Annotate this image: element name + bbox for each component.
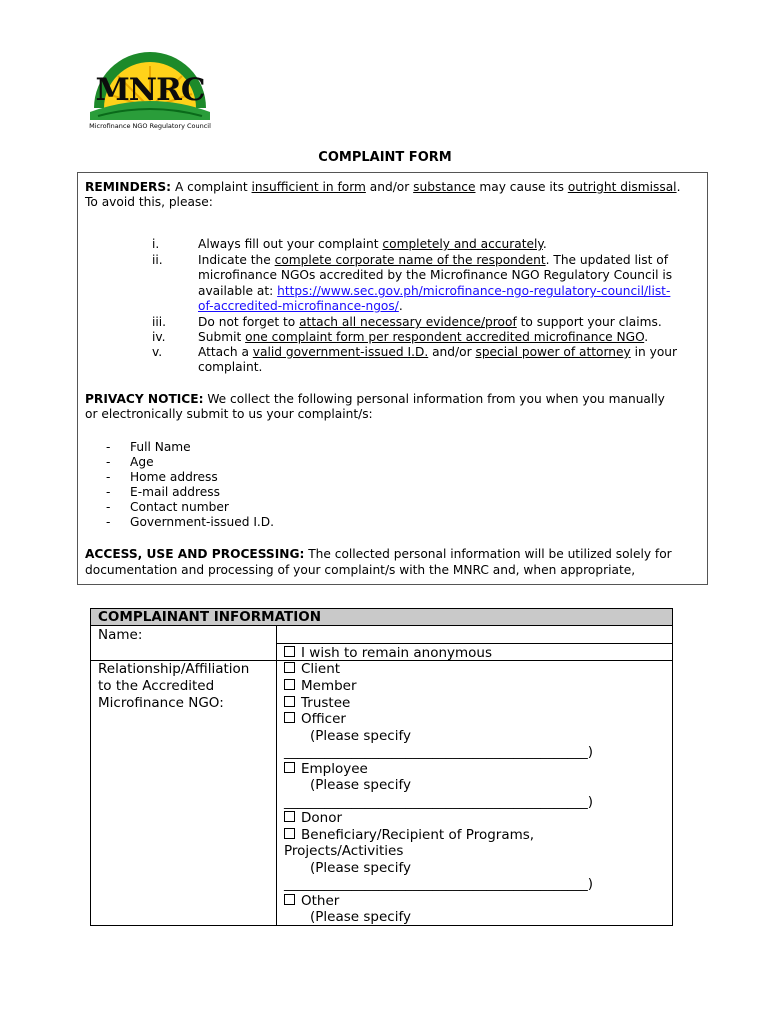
privacy-heading: PRIVACY NOTICE: xyxy=(85,392,204,406)
bullet-dash: - xyxy=(106,440,111,454)
list-item xyxy=(198,345,677,360)
option-beneficiary-line2: Projects/Activities xyxy=(284,843,404,859)
reminders-box xyxy=(77,172,708,585)
relationship-label-line2: to the Accredited xyxy=(98,678,215,694)
text: in your xyxy=(630,345,678,359)
list-item: Contact number xyxy=(130,500,229,514)
option-client[interactable] xyxy=(284,661,340,678)
text: outright dismissal xyxy=(567,180,677,194)
name-label: Name: xyxy=(98,627,143,643)
text: . xyxy=(542,237,547,251)
text: A complaint xyxy=(174,180,252,194)
list-item xyxy=(198,315,662,330)
list-item xyxy=(198,253,668,268)
checkbox-icon[interactable] xyxy=(284,811,295,822)
reminders-intro xyxy=(85,180,705,195)
text: Indicate the xyxy=(198,253,275,267)
access-heading: ACCESS, USE AND PROCESSING: xyxy=(85,547,305,561)
sec-list-link-cont[interactable]: of-accredited-microfinance-ngos/ xyxy=(198,299,399,313)
text: We collect the following personal information from you when you manually xyxy=(203,392,665,406)
text: Officer xyxy=(301,711,346,727)
name-field[interactable] xyxy=(277,627,672,643)
list-item: Government-issued I.D. xyxy=(130,515,275,529)
relationship-label-line3: Microfinance NGO: xyxy=(98,695,224,711)
text: . xyxy=(644,330,649,344)
checkbox-icon[interactable] xyxy=(284,696,295,707)
text: one complaint form per respondent accredited microfinance NGO xyxy=(245,330,645,344)
text: Always fill out your complaint xyxy=(198,237,383,251)
text: I wish to remain anonymous xyxy=(301,645,493,661)
text: . The updated list of xyxy=(545,253,668,267)
option-member[interactable] xyxy=(284,678,357,695)
mnrc-logo xyxy=(88,46,212,132)
option-trustee[interactable] xyxy=(284,695,350,712)
text: available at: xyxy=(198,284,278,298)
text: Member xyxy=(301,678,357,694)
list-number: v. xyxy=(152,345,163,359)
text: Employee xyxy=(301,761,368,777)
complainant-info-table xyxy=(90,608,673,926)
option-other[interactable] xyxy=(284,893,339,910)
specify-blank[interactable]: _____________________________________________) xyxy=(284,794,594,810)
list-number: i. xyxy=(152,237,160,251)
list-item-line xyxy=(198,299,403,314)
reminders-intro-line2: To avoid this, please: xyxy=(85,195,213,209)
text: and/or xyxy=(428,345,476,359)
reminders-heading: REMINDERS: xyxy=(85,180,172,194)
list-number: iv. xyxy=(152,330,166,344)
anonymous-checkbox[interactable] xyxy=(284,645,492,662)
text: special power of attorney xyxy=(475,345,631,359)
text: valid government-issued I.D. xyxy=(252,345,429,359)
text: complete corporate name of the respondent xyxy=(274,253,546,267)
text: . xyxy=(398,299,403,313)
text: attach all necessary evidence/proof xyxy=(299,315,517,329)
text: Donor xyxy=(301,810,343,826)
privacy-notice xyxy=(85,392,665,407)
text: insufficient in form xyxy=(251,180,366,194)
relationship-label: Relationship/Affiliation xyxy=(98,661,250,677)
sec-list-link[interactable]: https://www.sec.gov.ph/microfinance-ngo-regulatory-council/list- xyxy=(277,284,671,298)
specify-label: (Please specify xyxy=(310,728,411,744)
checkbox-icon[interactable] xyxy=(284,894,295,905)
bullet-dash: - xyxy=(106,470,111,484)
list-item: Home address xyxy=(130,470,218,484)
text: Client xyxy=(301,661,341,677)
logo-name: MNRC xyxy=(95,72,205,108)
bullet-dash: - xyxy=(106,455,111,469)
bullet-dash: - xyxy=(106,500,111,514)
list-item: E-mail address xyxy=(130,485,220,499)
logo-tagline: Microfinance NGO Regulatory Council xyxy=(89,122,211,130)
list-number: iii. xyxy=(152,315,167,329)
text: The collected personal information will be utilized solely for xyxy=(304,547,672,561)
text: to support your claims. xyxy=(516,315,662,329)
row-divider xyxy=(276,643,672,644)
privacy-notice-line2: or electronically submit to us your complaint/s: xyxy=(85,407,373,421)
text: Attach a xyxy=(198,345,253,359)
specify-label: (Please specify xyxy=(310,777,411,793)
option-donor[interactable] xyxy=(284,810,342,827)
text: Submit xyxy=(198,330,246,344)
access-notice-line2: documentation and processing of your complaint/s with the MNRC and, when appropriate, xyxy=(85,563,636,577)
specify-label: (Please specify xyxy=(310,860,411,876)
list-item-line xyxy=(198,284,670,299)
page-title: COMPLAINT FORM xyxy=(318,150,452,165)
text: may cause its xyxy=(475,180,568,194)
column-divider xyxy=(276,626,277,925)
list-item-line: microfinance NGOs accredited by the Microfinance NGO Regulatory Council is xyxy=(198,268,673,282)
checkbox-icon[interactable] xyxy=(284,828,295,839)
list-number: ii. xyxy=(152,253,163,267)
option-officer[interactable] xyxy=(284,711,346,728)
checkbox-icon[interactable] xyxy=(284,712,295,723)
checkbox-icon[interactable] xyxy=(284,679,295,690)
text: Beneficiary/Recipient of Programs, xyxy=(301,827,535,843)
specify-blank[interactable]: _____________________________________________) xyxy=(284,876,594,892)
list-item xyxy=(198,237,547,252)
text: . xyxy=(676,180,681,194)
checkbox-icon[interactable] xyxy=(284,646,295,657)
checkbox-icon[interactable] xyxy=(284,762,295,773)
list-item-line: complaint. xyxy=(198,360,263,374)
text: and/or xyxy=(365,180,414,194)
text: substance xyxy=(413,180,476,194)
checkbox-icon[interactable] xyxy=(284,662,295,673)
specify-label: (Please specify xyxy=(310,909,411,925)
text: Trustee xyxy=(301,695,351,711)
option-employee[interactable] xyxy=(284,761,368,778)
specify-blank[interactable]: _____________________________________________) xyxy=(284,744,594,760)
list-item xyxy=(198,330,648,345)
text: Do not forget to xyxy=(198,315,300,329)
bullet-dash: - xyxy=(106,485,111,499)
bullet-dash: - xyxy=(106,515,111,529)
text: completely and accurately xyxy=(382,237,543,251)
text: Other xyxy=(301,893,340,909)
access-notice xyxy=(85,547,672,562)
list-item: Full Name xyxy=(130,440,191,454)
complainant-header: COMPLAINANT INFORMATION xyxy=(91,609,672,626)
option-beneficiary[interactable] xyxy=(284,827,534,844)
list-item: Age xyxy=(130,455,154,469)
